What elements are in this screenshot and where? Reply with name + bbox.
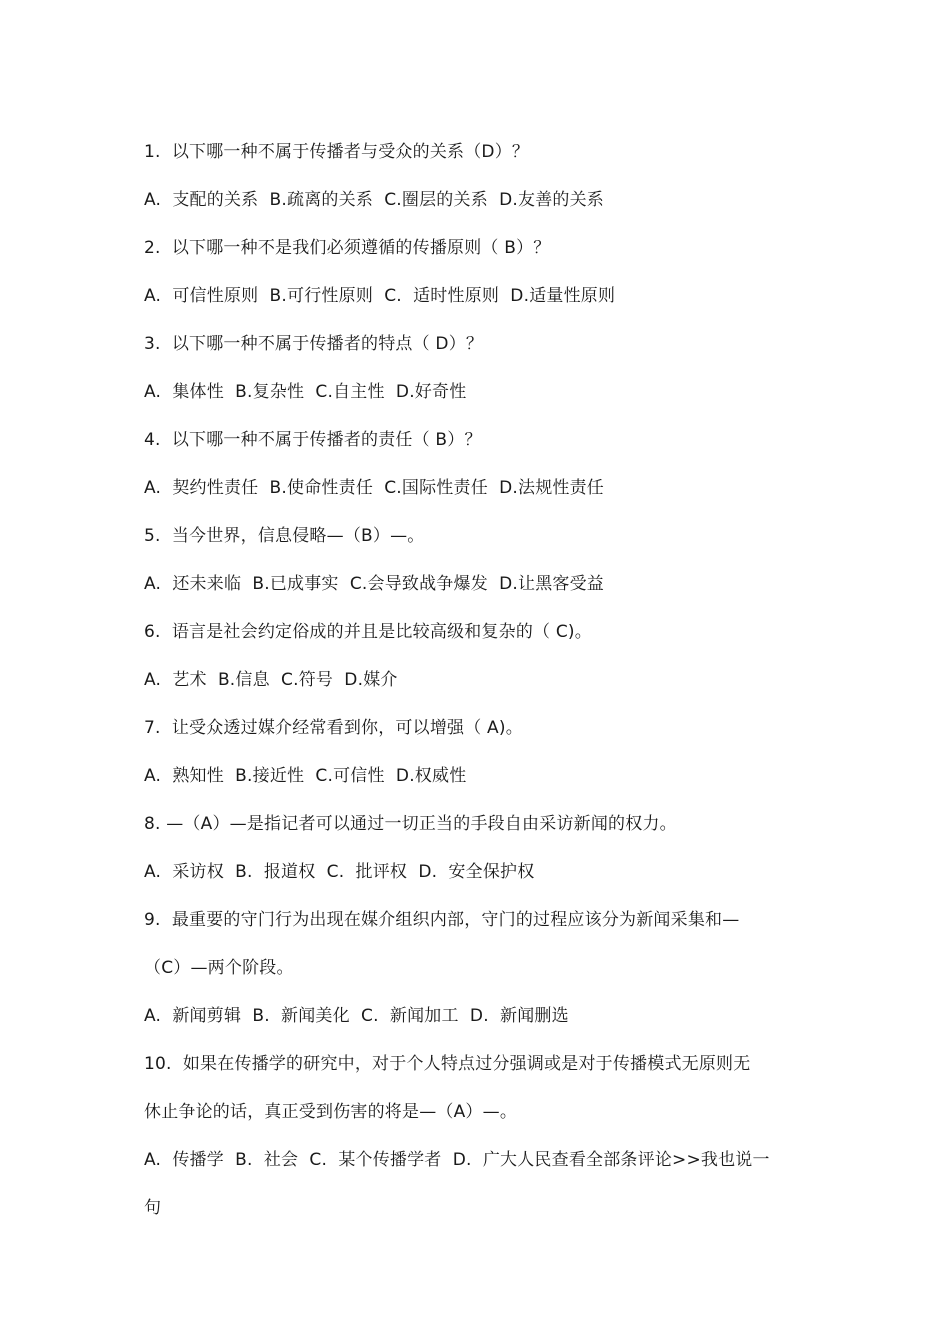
question-10-line-1: 10. 如果在传播学的研究中，对于个人特点过分强调或是对于传播模式无原则无 (144, 1054, 751, 1074)
options-2: A. 可信性原则 B.可行性原则 C. 适时性原则 D.适量性原则 (144, 286, 616, 306)
question-10-line-2: 休止争论的话，真正受到伤害的将是—（A）—。 (144, 1102, 518, 1122)
options-3: A. 集体性 B.复杂性 C.自主性 D.好奇性 (144, 382, 467, 402)
question-1: 1. 以下哪一种不属于传播者与受众的关系（D）？ (144, 142, 530, 162)
question-8: 8. —（A）—是指记者可以通过一切正当的手段自由采访新闻的权力。 (144, 814, 677, 834)
options-1: A. 支配的关系 B.疏离的关系 C.圈层的关系 D.友善的关系 (144, 190, 604, 210)
question-4: 4. 以下哪一种不属于传播者的责任（ B）？ (144, 430, 482, 450)
options-10-line-2: 句 (144, 1198, 162, 1218)
options-7: A. 熟知性 B.接近性 C.可信性 D.权威性 (144, 766, 467, 786)
options-6: A. 艺术 B.信息 C.符号 D.媒介 (144, 670, 398, 690)
question-6: 6. 语言是社会约定俗成的并且是比较高级和复杂的（ C)。 (144, 622, 592, 642)
options-4: A. 契约性责任 B.使命性责任 C.国际性责任 D.法规性责任 (144, 478, 604, 498)
question-9-line-1: 9. 最重要的守门行为出现在媒介组织内部，守门的过程应该分为新闻采集和— (144, 910, 740, 930)
question-9-line-2: （C）—两个阶段。 (144, 958, 294, 978)
question-3: 3. 以下哪一种不属于传播者的特点（ D）？ (144, 334, 484, 354)
question-7: 7. 让受众透过媒介经常看到你，可以增强（ A)。 (144, 718, 523, 738)
options-9: A. 新闻剪辑 B. 新闻美化 C. 新闻加工 D. 新闻删选 (144, 1006, 569, 1026)
options-10-line-1: A. 传播学 B. 社会 C. 某个传播学者 D. 广大人民查看全部条评论>>我也说一 (144, 1150, 770, 1170)
options-8: A. 采访权 B. 报道权 C. 批评权 D. 安全保护权 (144, 862, 535, 882)
question-2: 2. 以下哪一种不是我们必须遵循的传播原则（ B）？ (144, 238, 551, 258)
options-5: A. 还未来临 B.已成事实 C.会导致战争爆发 D.让黑客受益 (144, 574, 604, 594)
question-list (144, 128, 814, 1232)
question-5: 5. 当今世界，信息侵略—（B）—。 (144, 526, 425, 546)
